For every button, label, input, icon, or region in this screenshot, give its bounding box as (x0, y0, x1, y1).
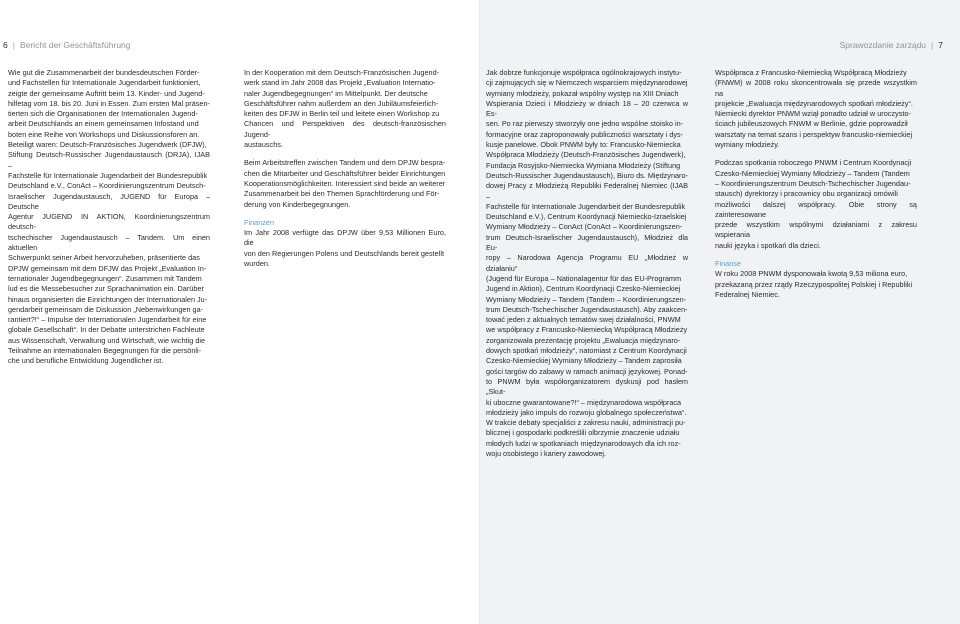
text-column-4 (715, 68, 917, 308)
paragraph: Jak dobrze funkcjonuje współpraca ogólnokrajowych instytu- cji zajmujących się w Niemczech wsparciem międzynarodowej wymiany młodzieży, pokazał wspólny występ na XIII Dniach Wspierania Dzieci i Młodzieży w dniach 18 – 20 czerwca w Es- sen. Po raz pierwszy stworzyły one jedno wspólne stoisko in- formacyjne oraz zaproponowały publiczności warsztaty i dys- kusje panelowe. Obok PNWM były to: Francusko-Niemiecka Współpraca Młodzieży (Deutsch-Französisches Jugendwerk), Fundacja Rosyjsko-Niemiecka Wymiana Młodzieży (Stiftung Deutsch-Russischer Jugendaustausch), Biuro ds. Międzynaro- dowej Pracy z Młodzieżą Republiki Federalnej Niemiec (IJAB – Fachstelle für Internationale Jugendarbeit der Bundesrepublik Deutschland e.V.), Centrum Koordynacji Niemiecko-Izraelskiej Wymiany Młodzieży – ConAct (ConAct – Koordinierungszen- trum Deutsch-Israelischer Jugendaustausch), Młodzież dla Eu- ropy – Narodowa Agencja Programu EU „Młodzież w działaniu“ (Jugend für Europa – Nationalagentur für das EU-Programm Jugend in Aktion), Centrum Koordynacji Czesko-Niemieckiej Wymiany Młodzieży – Tandem (Tandem – Koordinierungszen- trum Deutsch-Tschechischer Jugendaustausch). Aby zaakcen- tować jeden z aktualnych tematów swej działalności, PNWM we współpracy z Francusko-Niemiecką Współpracą Młodzieży zorganizowała prezentację projektu „Ewaluacja międzynaro- dowych spotkań młodzieży“, natomiast z Centrum Koordynacji Czesko-Niemieckiej Wymiany Młodzieży – Tandem zaprosiła gości targów do zabawy w ramach animacji językowej. Ponad- to PNWM była współorganizatorem dyskusji pod hasłem „Skut- ki uboczne gwarantowane?!“ – międzynarodowa współpraca młodzieży jako impuls do rozwoju globalnego społeczeństwa“. W trakcie debaty specjaliści z zakresu nauki, administracji pu- blicznej i gospodarki podkreślili olbrzymie znaczenie udziału młodych ludzi w spotkaniach międzynarodowych dla ich roz- woju osobistego i kariery zawodowej. (486, 68, 688, 458)
header-separator: | (12, 40, 15, 50)
right-page (480, 0, 960, 624)
left-page-header (3, 40, 131, 51)
paragraph: Podczas spotkania roboczego PNWM i Centrum Koordynacji Czesko-Niemieckiej Wymiany Młodzieży – Tandem (Tandem – Koordinierungszentrum Deutsch-Tschechischer Jugendau- stausch) dyrektorzy i pracownicy obu organizacji omówili możliwości dalszej współpracy. Obie strony są zainteresowane przede wszystkim wspólnymi działaniami z zakresu wspierania nauki języka i spotkań dla dzieci. (715, 158, 917, 250)
finance-paragraph: Im Jahr 2008 verfügte das DPJW über 9,53 Millionen Euro, die von den Regierungen Polens und Deutschlands bereit gestellt wurden. (244, 228, 446, 269)
paragraph: Współpraca z Francusko-Niemiecką Współpracą Młodzieży (FNWM) w 2008 roku skoncentrowała się przede wszystkim na projekcie „Ewaluacja międzynarodowych spotkań młodzieży“. Niemiecki dyrektor PNWM wziął ponadto udział w uroczysto- ściach jubileuszowych FNWM w Berlinie, gdzie poprowadził warsztaty na temat szans i perspektyw francusko-niemieckiej wymiany młodzieży. (715, 68, 917, 150)
page-number: 6 (3, 40, 8, 50)
section-title: Sprawozdanie zarządu (839, 40, 927, 50)
text-column-2 (244, 68, 446, 277)
finance-paragraph: W roku 2008 PNWM dysponowała kwotą 9,53 miliona euro, przekazaną przez rządy Rzeczypospolitej Polskiej i Republiki Federalnej Niemiec. (715, 269, 913, 299)
right-page-header (840, 40, 943, 51)
paragraph: Wie gut die Zusammenarbeit der bundesdeutschen Förder- und Fachstellen für Internationale Jugendarbeit funktioniert, zeigte der gemeinsame Auftritt beim 13. Kinder- und Jugend- hilfetag vom 18. bis 20. Juni in Essen. Zum ersten Mal präsen- tierten sich die Organisationen der Internationalen Jugend- arbeit Deutschlands an einem gemeinsamen Infostand und boten eine Reihe von Workshops und Diskussionsforen an. Beteiligt waren: Deutsch-Französisches Jugendwerk (DFJW), Stiftung Deutsch-Russischer Jugendaustausch (DRJA), IJAB – Fachstelle für Internationale Jugendarbeit der Bundesrepublik Deutschland e.V., ConAct – Koordinierungszentrum Deutsch- Israelischer Jugendaustausch, JUGEND für Europa – Deutsche Agentur JUGEND IN AKTION, Koordinierungszentrum deutsch- tschechischer Jugendaustausch – Tandem. Um einen aktuellen Schwerpunkt seiner Arbeit hervorzuheben, präsentierte das DPJW gemeinsam mit dem DFJW das Projekt „Evaluation In- ternationaler Jugendbegegnungen“. Zusammen mit Tandem lud es die Messebesucher zur Sprachanimation ein. Darüber hinaus organisierten die Einrichtungen der Internationalen Ju- gendarbeit gemeinsam die Diskussion „Nebenwirkungen ga- rantiert?!“ – Impulse der Internationalen Jugendarbeit für eine globale Gesellschaft“. In der Debatte unterstrichen Fachleute aus Wissenschaft, Verwaltung und Wirtschaft, wie wichtig die Teilnahme an internationalen Begegnungen für die persönli- che und berufliche Entwicklung Jugendlicher ist. (8, 68, 210, 366)
header-separator: | (931, 40, 934, 50)
paragraph: In der Kooperation mit dem Deutsch-Französischen Jugend- werk stand im Jahr 2008 das Projekt „Evaluation Internatio- naler Jugendbegegnungen“ im Mittelpunkt. Der deutsche Geschäftsführer nahm außerdem an den Jubiläumsfeierlich- keiten des DFJW in Berlin teil und leitete einen Workshop zu Chancen und Perspektiven des deutsch-französischen Jugend- austauschs. (244, 68, 446, 150)
finance-heading: Finanzen (244, 217, 275, 227)
text-column-3 (486, 68, 688, 467)
section-title: Bericht der Geschäftsführung (19, 40, 131, 50)
page-number: 7 (938, 40, 943, 50)
finance-heading: Finanse (715, 259, 741, 269)
text-column-1 (8, 68, 210, 375)
paragraph: Beim Arbeitstreffen zwischen Tandem und dem DPJW bespra- chen die Mitarbeiter und Geschäftsführer beider Einrichtungen Kooperationsmöglichkeiten. Interessiert sind beide an weiterer Zusammenarbeit bei den Themen Sprachförderung und För- derung von Kinderbegegnungen. (244, 158, 446, 209)
